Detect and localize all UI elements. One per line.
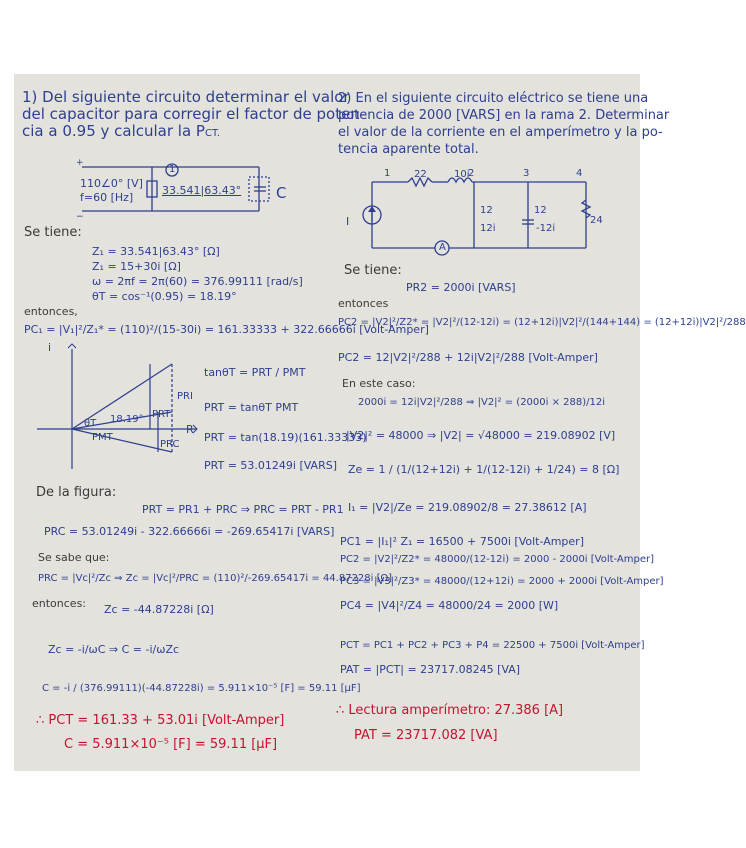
v2-equation: 2000i = 12i|V2|²/288 ⇒ |V2|² = (2000i × 288)/12i (358, 397, 606, 408)
notebook-page (14, 74, 746, 771)
answer2-apparent-power: PAT = 23717.082 [VA] (354, 728, 498, 743)
total-apparent-power: PAT = |PCT| = 23717.08245 [VA] (340, 663, 521, 676)
zc-equation: PRC = |Vc|²/Zc ⇒ Zc = |Vc|²/PRC = (110)²/-269.65417i = 44.87228i [Ω] (38, 573, 393, 584)
circuit2-node2: 2 (468, 168, 475, 179)
answer2-ammeter: ∴ Lectura amperímetro: 27.386 [A] (336, 703, 564, 718)
problem1-title-line2: del capacitor para corregir el factor de poten- (22, 105, 366, 123)
answer1-capacitor: C = 5.911×10⁻⁵ [F] = 59.11 [μF] (64, 737, 278, 752)
circuit1-capacitor-label: C (276, 184, 287, 202)
diagram-thetaT-label: θT (84, 418, 97, 429)
svg-text:+: + (76, 158, 84, 168)
problem2-title-line4: tencia aparente total. (338, 142, 479, 157)
problem1-title-line3: cia a 0.95 y calcular la PCT. (22, 122, 221, 140)
capacitor-calculation: C = -i / (376.99111)(-44.87228i) = 5.911×10⁻⁵ [F] = 59.11 [μF] (42, 683, 361, 694)
diagram-prt-label: PRT (152, 409, 171, 420)
diagram-pmt-label: PMT (92, 432, 113, 443)
circuit2-node3: 3 (523, 168, 530, 179)
diagram-i-axis-label: i (48, 341, 52, 354)
diagram-r-axis-label: R (186, 423, 194, 436)
power-pc1: PC1 = |I₁|² Z₁ = 16500 + 7500i [Volt-Amper] (340, 535, 584, 548)
problem1-entonces: entonces, (24, 305, 78, 318)
given-omega: ω = 2πf = 2π(60) = 376.99111 [rad/s] (92, 275, 303, 288)
circuit1-node-label: 1 (169, 164, 176, 175)
pc1-equation: PC₁ = |V₁|²/Z₁* = (110)²/(15-30i) = 161.33333 + 322.66666i [Volt-Amper] (24, 323, 429, 336)
problem2-se-tiene: Se tiene: (344, 263, 402, 278)
given-z1-rect: Z₁ = 15+30i [Ω] (92, 260, 181, 273)
figura-equation: PRT = PR1 + PRC ⇒ PRC = PRT - PR1 (142, 503, 344, 516)
current-i1: I₁ = |V2|/Ze = 219.08902/8 = 27.38612 [A] (348, 501, 587, 514)
problem1-entonces-2: entonces: (32, 597, 87, 610)
v2-value: |V2|² = 48000 ⇒ |V2| = √48000 = 219.08902 [V] (346, 429, 616, 442)
problem2-title-line3: el valor de la corriente en el amperímetro y la po- (338, 125, 663, 140)
se-sabe-que: Se sabe que: (38, 551, 110, 564)
power-pc3: PC3 = |V3|²/Z3* = 48000/(12+12i) = 2000 + 2000i [Volt-Amper] (340, 576, 664, 587)
circuit1-impedance-label: 33.541|63.43° (162, 184, 242, 197)
capacitor-formula: Zc = -i/ωC ⇒ C = -i/ωZc (48, 643, 180, 656)
problem1-title-line1: 1) Del siguiente circuito determinar el valor (22, 88, 350, 106)
circuit2-r22: 22 (414, 169, 427, 180)
prc-equation: PRC = 53.01249i - 322.66666i = -269.65417i [VARS] (44, 525, 335, 538)
circuit2-x12b: -12i (536, 223, 556, 234)
total-complex-power: PCT = PC1 + PC2 + PC3 + P4 = 22500 + 7500i [Volt-Amper] (340, 640, 645, 651)
tan-eq-3: PRT = tan(18.19)(161.33333) (204, 431, 367, 444)
circuit2-x10: 10i (454, 169, 470, 180)
circuit2-diagram (358, 169, 598, 258)
ammeter-icon: A (439, 242, 446, 253)
problem2-entonces: entonces (338, 297, 389, 310)
diagram-pri-label: PRI (177, 391, 193, 402)
circuit1-source-frequency: f=60 [Hz] (80, 191, 134, 204)
circuit2-r24: 24 (590, 215, 603, 226)
circuit2-node4: 4 (576, 168, 583, 179)
tan-eq-2: PRT = tanθT PMT (204, 401, 299, 414)
pr2-value: PR2 = 2000i [VARS] (406, 281, 516, 294)
answer1-power: ∴ PCT = 161.33 + 53.01i [Volt-Amper] (36, 713, 285, 728)
problem1-se-tiene: Se tiene: (24, 225, 82, 240)
equivalent-impedance: Ze = 1 / (1/(12+12i) + 1/(12-12i) + 1/24) = 8 [Ω] (348, 463, 620, 476)
power-pc4: PC4 = |V4|²/Z4 = 48000/24 = 2000 [W] (340, 599, 559, 612)
circuit2-r12b: 12 (534, 205, 547, 216)
given-theta: θT = cos⁻¹(0.95) = 18.19° (92, 290, 237, 303)
pc2-split: PC2 = 12|V2|²/288 + 12i|V2|²/288 [Volt-Amper] (338, 351, 598, 364)
tan-eq-4: PRT = 53.01249i [VARS] (204, 459, 337, 472)
given-z1-polar: Z₁ = 33.541|63.43° [Ω] (92, 245, 220, 258)
svg-text:−: − (76, 212, 84, 222)
circuit2-source-label: I (346, 215, 350, 228)
circuit1-source-voltage: 110∠0° [V] (80, 177, 143, 190)
de-la-figura: De la figura: (36, 485, 117, 500)
diagram-angle-label: 18.19° (110, 414, 144, 425)
power-triangle-diagram (32, 341, 202, 474)
circuit2-x12a: 12i (480, 223, 496, 234)
tan-eq-1: tanθT = PRT / PMT (204, 366, 306, 379)
circuit2-r12a: 12 (480, 205, 493, 216)
en-este-caso: En este caso: (342, 377, 416, 390)
problem2-title-line1: 2) En el siguiente circuito eléctrico se tiene una (338, 91, 649, 106)
circuit2-node1: 1 (384, 168, 391, 179)
diagram-prc-label: PRC (160, 439, 180, 450)
power-pc2: PC2 = |V2|²/Z2* = 48000/(12-12i) = 2000 - 2000i [Volt-Amper] (340, 554, 655, 565)
zc-value: Zc = -44.87228i [Ω] (104, 603, 214, 616)
pc2-equation: PC2 = |V2|²/Z2* = |V2|²/(12-12i) = (12+12i)|V2|²/(144+144) = (12+12i)|V2|²/288 (338, 317, 746, 328)
problem2-title-line2: potencia de 2000 [VARS] en la rama 2. Determinar (338, 108, 670, 123)
